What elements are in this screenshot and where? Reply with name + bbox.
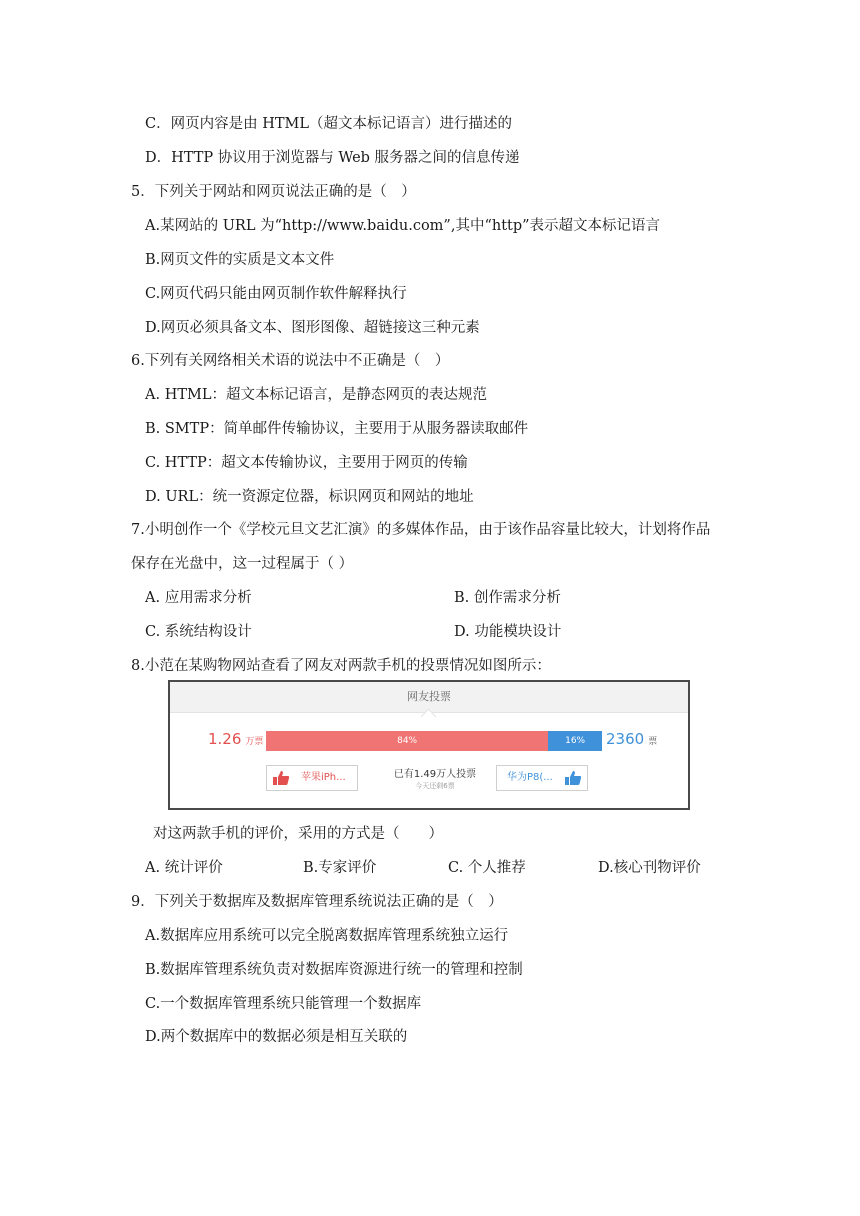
question-8-option-c: C. 个人推荐 (448, 860, 526, 876)
question-8-option-b: B.专家评价 (303, 860, 377, 876)
question-4-option-c: C．网页内容是由 HTML（超文本标记语言）进行描述的 (145, 116, 512, 132)
question-5-option-a: A.某网站的 URL 为“http://www.baidu.com”,其中“http”表示超文本标记语言 (145, 218, 661, 234)
question-8-option-d: D.核心刊物评价 (598, 860, 701, 876)
question-5-option-c: C.网页代码只能由网页制作软件解释执行 (145, 286, 407, 302)
question-9-option-c: C.一个数据库管理系统只能管理一个数据库 (145, 996, 422, 1012)
question-6-option-a: A. HTML：超文本标记语言，是静态网页的表达规范 (145, 387, 487, 403)
vote-left-button[interactable] (266, 765, 358, 791)
thumbs-up-icon (272, 770, 290, 786)
vote-remaining: 今天还剩6票 (415, 782, 455, 790)
right-share-segment: 16% (548, 731, 602, 751)
question-5-option-b: B.网页文件的实质是文本文件 (145, 252, 335, 268)
vote-widget (168, 680, 690, 810)
question-7-stem-line-2: 保存在光盘中，这一过程属于（ ） (131, 556, 354, 572)
question-4-option-d: D．HTTP 协议用于浏览器与 Web 服务器之间的信息传递 (145, 150, 520, 166)
question-9-option-d: D.两个数据库中的数据必须是相互关联的 (145, 1029, 408, 1045)
question-7-option-c: C. 系统结构设计 (145, 624, 252, 640)
question-8-stem: 8.小范在某购物网站查看了网友对两款手机的投票情况如图所示： (131, 658, 551, 674)
question-7-option-a: A. 应用需求分析 (145, 590, 252, 606)
vote-header: 网友投票 (170, 682, 688, 713)
question-6-stem: 6.下列有关网络相关术语的说法中不正确是（ ） (131, 353, 450, 369)
left-button-label: 苹果iPh... (301, 772, 346, 783)
right-button-label: 华为P8(... (507, 772, 553, 783)
vote-total: 已有1.49万人投票 (393, 769, 477, 780)
question-7-option-b: B. 创作需求分析 (454, 590, 561, 606)
question-6-option-c: C. HTTP：超文本传输协议，主要用于网页的传输 (145, 455, 468, 471)
question-5-stem: 5．下列关于网站和网页说法正确的是（ ） (131, 184, 416, 200)
question-7-option-d: D. 功能模块设计 (454, 624, 562, 640)
left-share-segment: 84% (266, 731, 548, 751)
left-vote-count: 1.26 万票 (208, 730, 264, 748)
question-5-option-d: D.网页必须具备文本、图形图像、超链接这三种元素 (145, 320, 480, 336)
question-8-prompt: 对这两款手机的评价，采用的方式是（ ） (153, 826, 443, 842)
right-vote-count: 2360 票 (606, 730, 658, 748)
question-9-option-b: B.数据库管理系统负责对数据库资源进行统一的管理和控制 (145, 962, 523, 978)
left-vote-unit: 万票 (245, 737, 264, 747)
question-9-stem: 9．下列关于数据库及数据库管理系统说法正确的是（ ） (131, 894, 503, 910)
question-6-option-d: D. URL：统一资源定位器，标识网页和网站的地址 (145, 489, 474, 505)
thumbs-up-icon (564, 770, 582, 786)
question-6-option-b: B. SMTP：简单邮件传输协议，主要用于从服务器读取邮件 (145, 421, 529, 437)
vote-share-bar (266, 731, 602, 751)
question-7-stem-line-1: 7.小明创作一个《学校元旦文艺汇演》的多媒体作品，由于该作品容量比较大，计划将作品 (131, 522, 711, 538)
question-8-option-a: A. 统计评价 (145, 860, 223, 876)
vote-right-button[interactable] (496, 765, 588, 791)
right-vote-unit: 票 (648, 737, 658, 747)
question-9-option-a: A.数据库应用系统可以完全脱离数据库管理系统独立运行 (145, 928, 509, 944)
